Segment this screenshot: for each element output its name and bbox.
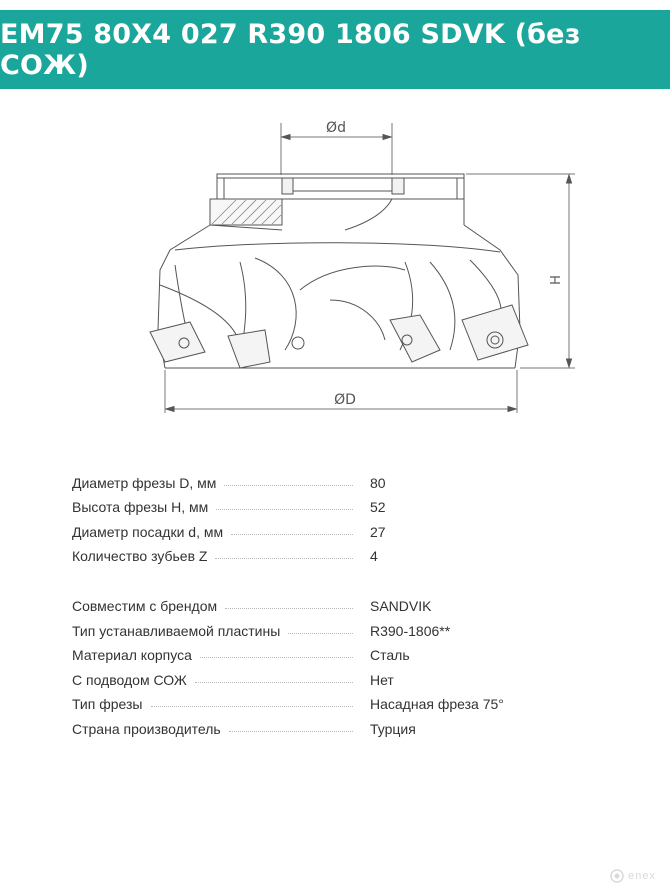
spec-value: 27	[370, 523, 386, 540]
spec-label: С подводом СОЖ	[72, 671, 187, 688]
spec-label: Тип фрезы	[72, 696, 143, 713]
spec-label: Высота фрезы H, мм	[72, 499, 209, 516]
spec-value: SANDVIK	[370, 597, 432, 614]
watermark	[610, 869, 656, 883]
spec-value: Насадная фреза 75°	[370, 696, 504, 713]
watermark-text: enex	[628, 870, 656, 882]
spec-row	[72, 639, 592, 664]
spec-label: Диаметр посадки d, мм	[72, 523, 224, 540]
spec-value: 80	[370, 474, 386, 491]
spec-label: Тип устанавливаемой пластины	[72, 622, 281, 639]
spec-leader-dots	[288, 633, 353, 634]
spec-value: R390-1806**	[370, 622, 451, 639]
spec-value: 52	[370, 499, 386, 516]
spec-label: Количество зубьев Z	[72, 548, 208, 565]
enex-logo-icon	[610, 869, 624, 883]
spec-leader-dots	[224, 485, 353, 486]
cutter-technical-drawing	[0, 95, 670, 435]
spec-value: Нет	[370, 671, 394, 688]
spec-leader-dots	[229, 731, 353, 732]
spec-leader-dots	[231, 534, 353, 535]
spec-row	[72, 663, 592, 688]
spec-value: Турция	[370, 720, 416, 737]
spec-row	[72, 540, 592, 565]
spec-row	[72, 712, 592, 737]
spec-leader-dots	[216, 509, 353, 510]
spec-row	[72, 688, 592, 713]
spec-row	[72, 589, 592, 614]
spec-value: 4	[370, 548, 378, 565]
spec-leader-dots	[225, 608, 353, 609]
page-title: EM75 80X4 027 R390 1806 SDVK (без СОЖ)	[0, 18, 581, 81]
spec-leader-dots	[200, 657, 353, 658]
dim-H-label: H	[549, 275, 564, 285]
spec-label: Совместим с брендом	[72, 597, 218, 614]
spec-group-gap	[72, 564, 592, 589]
spec-row	[72, 491, 592, 516]
spec-label: Страна производитель	[72, 720, 221, 737]
spec-row	[72, 614, 592, 639]
spec-leader-dots	[195, 682, 353, 683]
spec-value: Сталь	[370, 647, 410, 664]
dim-D-label: ØD	[334, 392, 356, 408]
title-banner	[0, 10, 670, 89]
dim-d-label: Ød	[326, 120, 346, 136]
spec-row	[72, 466, 592, 491]
spec-list	[72, 466, 592, 737]
spec-label: Диаметр фрезы D, мм	[72, 474, 217, 491]
spec-row	[72, 515, 592, 540]
spec-label: Материал корпуса	[72, 647, 192, 664]
spec-leader-dots	[151, 706, 353, 707]
spec-leader-dots	[215, 558, 353, 559]
